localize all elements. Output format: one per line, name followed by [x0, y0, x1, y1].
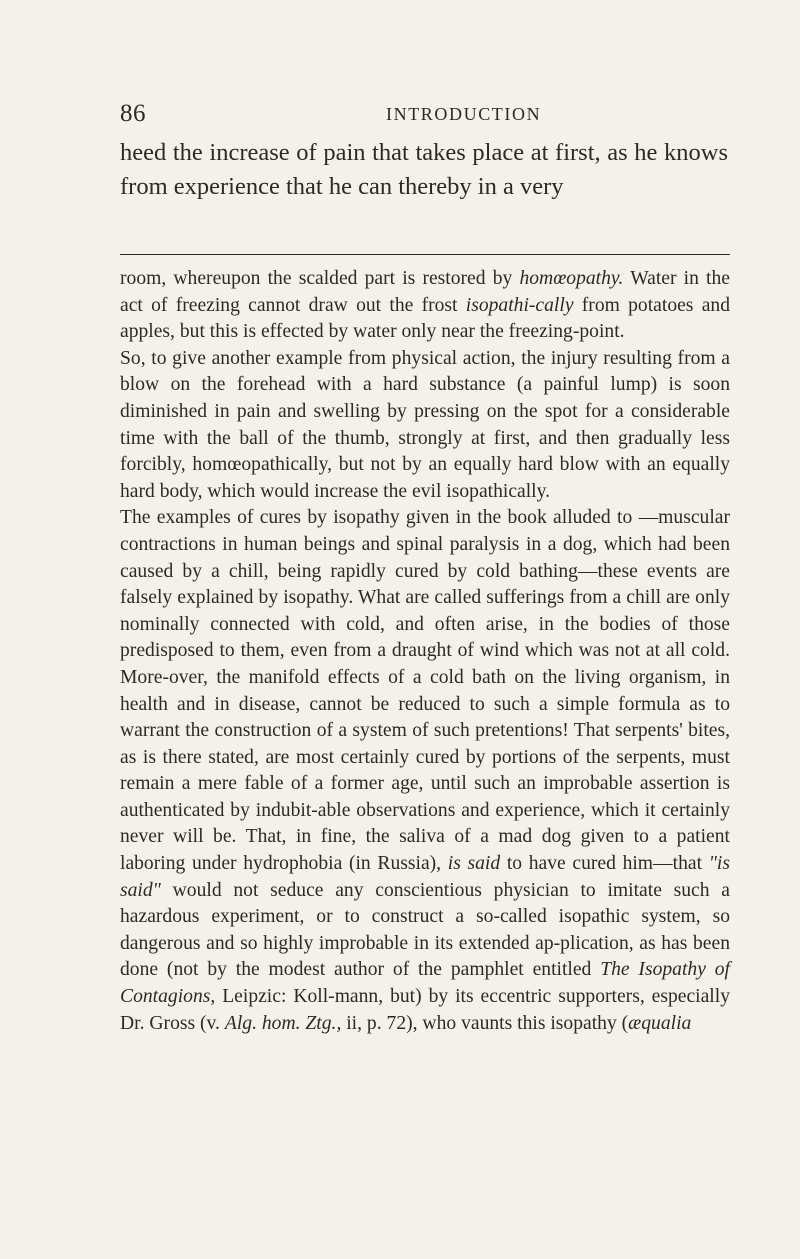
italic-phrase: is said [447, 853, 501, 875]
footnote-paragraph-1 [120, 266, 730, 346]
italic-term: æqualia [628, 1012, 692, 1034]
text-run: from potatoes and apples, but this is effected by water only near the freezing-point. [120, 294, 730, 343]
text-run: ii, p. 72), who vaunts this isopathy ( [341, 1012, 629, 1034]
footnote-paragraph-2: So, to give another example from physical action, the injury resulting from a blow on the forehead with a hard substance (a painful lump) is soon diminished in pain and swelling by pressing on the spot for a considerable time with the ball of the thumb, strongly at first, and then gradually less forcibly, homœopathically, but not by an equally hard blow with an equally hard body, which would increase the evil isopathically. [120, 347, 730, 502]
text-run: would not seduce any conscientious physician to imitate such a hazardous experiment, or to construct a so-called isopathic system, so dangerous and so highly improbable in its extended ap-plication, as has been done (not by the modest author of the pamphlet entitled [120, 879, 730, 981]
running-head: INTRODUCTION [386, 104, 542, 124]
page-header [120, 100, 730, 130]
main-text [120, 136, 728, 204]
text-run: Water in the act of freezing cannot draw out the frost [120, 268, 730, 316]
main-paragraph: heed the increase of pain that takes place at first, as he knows from experience that he can thereby in a very [120, 139, 728, 200]
italic-citation: Alg. hom. Ztg., [224, 1012, 342, 1034]
text-run: room, whereupon the scalded part is restored by [120, 268, 520, 289]
text-run: to have cured him—that [500, 853, 709, 875]
footnote-text [120, 266, 730, 1037]
footnote-paragraph-3 [120, 505, 730, 1037]
text-run: The examples of cures by isopathy given in the book alluded to —muscular contractions in human beings and spinal paralysis in a dog, which had been caused by a chill, being rapidly cured by cold bathing—these events are falsely explained by isopathy. What are called sufferings from a chill are only nominally connected with cold, and often arise, in the bodies of those predisposed to them, even from a draught of wind which was not at all cold. More-over, the manifold effects of a cold bath on the living organism, in health and in disease, cannot be reduced to such a simple formula as to warrant the construction of a system of such pretentions! That serpents' bites, as is there stated, are most certainly cured by portions of the serpents, must remain a mere fable of a former age, until such an improbable assertion is authenticated by indubit-able observations and experience, which it certainly never will be. That, in fine, the saliva of a mad dog given to a patient laboring under hydrophobia (in Russia), [120, 507, 730, 875]
page-number: 86 [120, 100, 146, 127]
italic-title: The Isopathy of Contagions, [120, 959, 730, 1008]
italic-phrase: "is said" [120, 853, 730, 901]
footnote-rule [120, 254, 730, 255]
italic-term: homœopathy. [519, 268, 624, 289]
italic-term: isopathi-cally [465, 294, 574, 316]
text-run: Leipzic: Koll-mann, but) by its eccentric supporters, especially Dr. Gross (v. [120, 986, 730, 1034]
